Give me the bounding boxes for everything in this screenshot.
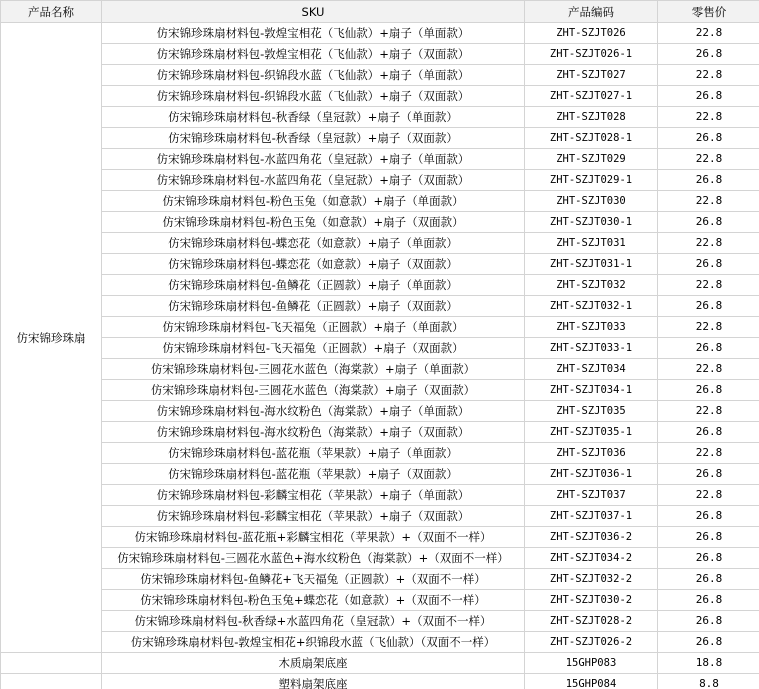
sku-cell[interactable]: 仿宋锦珍珠扇材料包-秋香绿（皇冠款）+扇子（双面款）	[102, 128, 525, 149]
retail-price-cell[interactable]: 22.8	[658, 443, 759, 464]
product-code-cell[interactable]: ZHT-SZJT036-2	[525, 527, 658, 548]
retail-price-cell[interactable]: 8.8	[658, 674, 759, 689]
product-name-cell-empty[interactable]	[1, 653, 102, 674]
retail-price-cell[interactable]: 22.8	[658, 485, 759, 506]
sku-cell[interactable]: 仿宋锦珍珠扇材料包-秋香绿（皇冠款）+扇子（单面款）	[102, 107, 525, 128]
table-row	[1, 191, 759, 212]
retail-price-cell[interactable]: 26.8	[658, 632, 759, 653]
table-row	[1, 569, 759, 590]
retail-price-cell[interactable]: 26.8	[658, 128, 759, 149]
table-row	[1, 233, 759, 254]
product-code-cell[interactable]: ZHT-SZJT031	[525, 233, 658, 254]
product-code-cell[interactable]: ZHT-SZJT028-2	[525, 611, 658, 632]
product-code-cell[interactable]: 15GHP084	[525, 674, 658, 689]
product-code-cell[interactable]: ZHT-SZJT029	[525, 149, 658, 170]
retail-price-cell[interactable]: 26.8	[658, 464, 759, 485]
sku-cell[interactable]: 仿宋锦珍珠扇材料包-鱼鳞花（正圆款）+扇子（单面款）	[102, 275, 525, 296]
product-code-cell[interactable]: ZHT-SZJT026-2	[525, 632, 658, 653]
table-row	[1, 254, 759, 275]
sku-cell[interactable]: 仿宋锦珍珠扇材料包-蓝花瓶（苹果款）+扇子（单面款）	[102, 443, 525, 464]
product-code-cell[interactable]: ZHT-SZJT032-1	[525, 296, 658, 317]
retail-price-cell[interactable]: 22.8	[658, 65, 759, 86]
table-row	[1, 86, 759, 107]
product-code-cell[interactable]: ZHT-SZJT028	[525, 107, 658, 128]
table-row	[1, 275, 759, 296]
product-code-cell[interactable]: ZHT-SZJT030-1	[525, 212, 658, 233]
retail-price-cell[interactable]: 22.8	[658, 401, 759, 422]
product-code-cell[interactable]: ZHT-SZJT036-1	[525, 464, 658, 485]
retail-price-cell[interactable]: 26.8	[658, 506, 759, 527]
sku-cell[interactable]: 仿宋锦珍珠扇材料包-水蓝四角花（皇冠款）+扇子（单面款）	[102, 149, 525, 170]
table-row	[1, 359, 759, 380]
retail-price-cell[interactable]: 26.8	[658, 296, 759, 317]
sku-cell[interactable]: 仿宋锦珍珠扇材料包-飞天福兔（正圆款）+扇子（单面款）	[102, 317, 525, 338]
table-row	[1, 170, 759, 191]
table-row	[1, 548, 759, 569]
table-row	[1, 317, 759, 338]
header-product-name[interactable]: 产品名称	[1, 1, 102, 23]
table-row	[1, 422, 759, 443]
sku-cell[interactable]: 仿宋锦珍珠扇材料包-敦煌宝相花（飞仙款）+扇子（单面款）	[102, 23, 525, 44]
retail-price-cell[interactable]: 22.8	[658, 233, 759, 254]
sku-cell[interactable]: 仿宋锦珍珠扇材料包-海水纹粉色（海棠款）+扇子（单面款）	[102, 401, 525, 422]
retail-price-cell[interactable]: 22.8	[658, 107, 759, 128]
sku-cell[interactable]: 仿宋锦珍珠扇材料包-三圆花水蓝色（海棠款）+扇子（双面款）	[102, 380, 525, 401]
table-row	[1, 107, 759, 128]
product-code-cell[interactable]: ZHT-SZJT027-1	[525, 86, 658, 107]
sku-cell[interactable]: 仿宋锦珍珠扇材料包-鱼鳞花（正圆款）+扇子（双面款）	[102, 296, 525, 317]
retail-price-cell[interactable]: 26.8	[658, 212, 759, 233]
product-code-cell[interactable]: ZHT-SZJT037-1	[525, 506, 658, 527]
retail-price-cell[interactable]: 26.8	[658, 86, 759, 107]
header-retail-price[interactable]: 零售价	[658, 1, 759, 23]
sku-cell[interactable]: 仿宋锦珍珠扇材料包-水蓝四角花（皇冠款）+扇子（双面款）	[102, 170, 525, 191]
sku-cell[interactable]: 塑料扇架底座	[102, 674, 525, 689]
product-name-cell[interactable]: 仿宋锦珍珠扇	[1, 23, 102, 653]
table-row	[1, 527, 759, 548]
product-code-cell[interactable]: ZHT-SZJT030-2	[525, 590, 658, 611]
retail-price-cell[interactable]: 22.8	[658, 191, 759, 212]
retail-price-cell[interactable]: 22.8	[658, 23, 759, 44]
retail-price-cell[interactable]: 26.8	[658, 422, 759, 443]
table-row	[1, 590, 759, 611]
sku-cell[interactable]: 仿宋锦珍珠扇材料包-海水纹粉色（海棠款）+扇子（双面款）	[102, 422, 525, 443]
table-row	[1, 212, 759, 233]
sku-cell[interactable]: 仿宋锦珍珠扇材料包-三圆花水蓝色+海水纹粉色（海棠款）+（双面不一样）	[102, 548, 525, 569]
retail-price-cell[interactable]: 26.8	[658, 170, 759, 191]
retail-price-cell[interactable]: 22.8	[658, 317, 759, 338]
retail-price-cell[interactable]: 22.8	[658, 359, 759, 380]
table-row	[1, 464, 759, 485]
sku-cell[interactable]: 仿宋锦珍珠扇材料包-鱼鳞花+飞天福兔（正圆款）+（双面不一样）	[102, 569, 525, 590]
table-row	[1, 338, 759, 359]
retail-price-cell[interactable]: 26.8	[658, 590, 759, 611]
product-code-cell[interactable]: ZHT-SZJT030	[525, 191, 658, 212]
product-name-cell-empty[interactable]	[1, 674, 102, 689]
sku-cell[interactable]: 仿宋锦珍珠扇材料包-秋香绿+水蓝四角花（皇冠款）+（双面不一样）	[102, 611, 525, 632]
table-row	[1, 296, 759, 317]
sku-cell[interactable]: 仿宋锦珍珠扇材料包-粉色玉兔+蝶恋花（如意款）+（双面不一样）	[102, 590, 525, 611]
sku-cell[interactable]: 仿宋锦珍珠扇材料包-蝶恋花（如意款）+扇子（双面款）	[102, 254, 525, 275]
sku-cell[interactable]: 仿宋锦珍珠扇材料包-织锦段水蓝（飞仙款）+扇子（双面款）	[102, 86, 525, 107]
product-code-cell[interactable]: 15GHP083	[525, 653, 658, 674]
sku-cell[interactable]: 仿宋锦珍珠扇材料包-彩麟宝相花（苹果款）+扇子（单面款）	[102, 485, 525, 506]
product-code-cell[interactable]: ZHT-SZJT034-1	[525, 380, 658, 401]
sku-cell[interactable]: 仿宋锦珍珠扇材料包-织锦段水蓝（飞仙款）+扇子（单面款）	[102, 65, 525, 86]
sku-cell[interactable]: 仿宋锦珍珠扇材料包-粉色玉兔（如意款）+扇子（单面款）	[102, 191, 525, 212]
table-row	[1, 149, 759, 170]
table-row	[1, 674, 759, 689]
retail-price-cell[interactable]: 26.8	[658, 611, 759, 632]
table-row	[1, 653, 759, 674]
header-sku[interactable]: SKU	[102, 1, 525, 23]
product-code-cell[interactable]: ZHT-SZJT035-1	[525, 422, 658, 443]
product-code-cell[interactable]: ZHT-SZJT026	[525, 23, 658, 44]
sku-cell[interactable]: 仿宋锦珍珠扇材料包-蓝花瓶+彩麟宝相花（苹果款）+（双面不一样）	[102, 527, 525, 548]
retail-price-cell[interactable]: 26.8	[658, 254, 759, 275]
product-code-cell[interactable]: ZHT-SZJT029-1	[525, 170, 658, 191]
retail-price-cell[interactable]: 26.8	[658, 527, 759, 548]
table-row	[1, 44, 759, 65]
product-code-cell[interactable]: ZHT-SZJT028-1	[525, 128, 658, 149]
sku-cell[interactable]: 仿宋锦珍珠扇材料包-敦煌宝相花（飞仙款）+扇子（双面款）	[102, 44, 525, 65]
product-code-cell[interactable]: ZHT-SZJT037	[525, 485, 658, 506]
sku-cell[interactable]: 仿宋锦珍珠扇材料包-彩麟宝相花（苹果款）+扇子（双面款）	[102, 506, 525, 527]
retail-price-cell[interactable]: 26.8	[658, 569, 759, 590]
table-row	[1, 23, 759, 44]
product-code-cell[interactable]: ZHT-SZJT032-2	[525, 569, 658, 590]
sku-cell[interactable]: 仿宋锦珍珠扇材料包-敦煌宝相花+织锦段水蓝（飞仙款）（双面不一样）	[102, 632, 525, 653]
product-code-cell[interactable]: ZHT-SZJT031-1	[525, 254, 658, 275]
retail-price-cell[interactable]: 18.8	[658, 653, 759, 674]
table-row	[1, 65, 759, 86]
product-code-cell[interactable]: ZHT-SZJT034-2	[525, 548, 658, 569]
retail-price-cell[interactable]: 22.8	[658, 149, 759, 170]
table-row	[1, 611, 759, 632]
retail-price-cell[interactable]: 22.8	[658, 275, 759, 296]
product-code-cell[interactable]: ZHT-SZJT034	[525, 359, 658, 380]
retail-price-cell[interactable]: 26.8	[658, 338, 759, 359]
table-body	[1, 23, 759, 689]
product-code-cell[interactable]: ZHT-SZJT026-1	[525, 44, 658, 65]
sku-cell[interactable]: 仿宋锦珍珠扇材料包-三圆花水蓝色（海棠款）+扇子（单面款）	[102, 359, 525, 380]
product-code-cell[interactable]: ZHT-SZJT036	[525, 443, 658, 464]
table-row	[1, 506, 759, 527]
product-code-cell[interactable]: ZHT-SZJT035	[525, 401, 658, 422]
table-row	[1, 443, 759, 464]
sku-cell[interactable]: 仿宋锦珍珠扇材料包-蓝花瓶（苹果款）+扇子（双面款）	[102, 464, 525, 485]
retail-price-cell[interactable]: 26.8	[658, 380, 759, 401]
product-code-cell[interactable]: ZHT-SZJT032	[525, 275, 658, 296]
table-row	[1, 380, 759, 401]
table-row	[1, 632, 759, 653]
table-row	[1, 401, 759, 422]
product-code-cell[interactable]: ZHT-SZJT033	[525, 317, 658, 338]
retail-price-cell[interactable]: 26.8	[658, 548, 759, 569]
header-product-code[interactable]: 产品编码	[525, 1, 658, 23]
sku-cell[interactable]: 仿宋锦珍珠扇材料包-粉色玉兔（如意款）+扇子（双面款）	[102, 212, 525, 233]
retail-price-cell[interactable]: 26.8	[658, 44, 759, 65]
product-code-cell[interactable]: ZHT-SZJT033-1	[525, 338, 658, 359]
header-row	[1, 1, 759, 23]
sku-cell[interactable]: 仿宋锦珍珠扇材料包-飞天福兔（正圆款）+扇子（双面款）	[102, 338, 525, 359]
sku-cell[interactable]: 木质扇架底座	[102, 653, 525, 674]
sku-cell[interactable]: 仿宋锦珍珠扇材料包-蝶恋花（如意款）+扇子（单面款）	[102, 233, 525, 254]
table-row	[1, 128, 759, 149]
table-row	[1, 485, 759, 506]
product-code-cell[interactable]: ZHT-SZJT027	[525, 65, 658, 86]
